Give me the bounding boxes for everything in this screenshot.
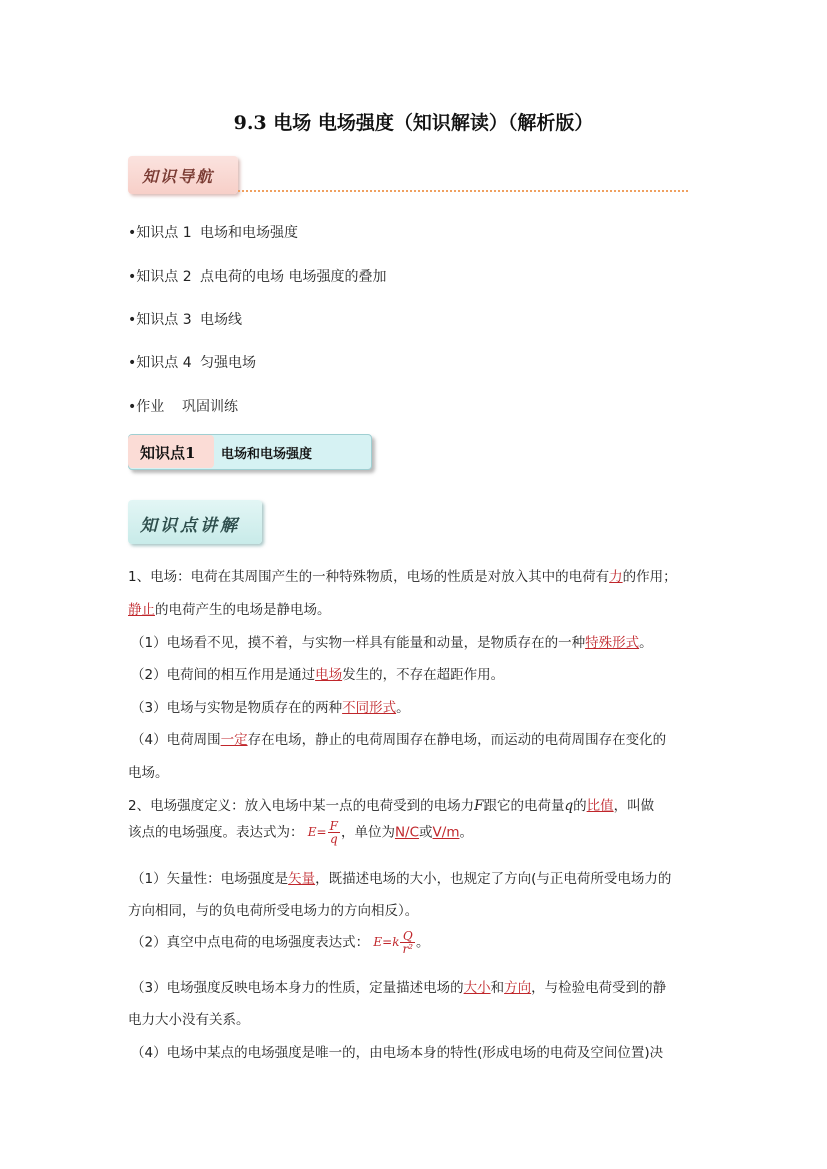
paragraph-2-2: （2）真空中点电荷的电场强度表达式： E=k $\frac{Q}{\text{r²}}$ 。: [131, 929, 430, 956]
dotted-divider: [238, 190, 688, 192]
knowledge-point-title: 电场和电场强度: [221, 447, 313, 462]
nav-item-2: •知识点 2 点电荷的电场 电场强度的叠加: [128, 269, 387, 285]
point-charge-formula: E=k $\frac{Q}{\text{r²}}$: [373, 929, 414, 956]
paragraph-1-2: （2）电荷间的相互作用是通过电场发生的，不存在超距作用。: [131, 667, 505, 683]
nav-item-homework: •作业 巩固训练: [128, 399, 238, 415]
paragraph-2-1: （1）矢量性：电场强度是矢量，既描述电场的大小，也规定了方向(与正电荷所受电场力的: [131, 871, 672, 887]
paragraph-2-4: （4）电场中某点的电场强度是唯一的，由电场本身的特性(形成电场的电荷及空间位置)决: [131, 1045, 664, 1061]
nav-item-3: •知识点 3 电场线: [128, 312, 242, 328]
paragraph-2-1-cont: 方向相同，与的负电荷所受电场力的方向相反）。: [128, 903, 419, 919]
nav-item-1: •知识点 1 电场和电场强度: [128, 225, 298, 241]
knowledge-explanation-banner: [128, 500, 262, 544]
paragraph-2-cont: 该点的电场强度。表达式为： E= $\frac{F}{q}$ ，单位为N/C或V/m。: [128, 819, 473, 846]
paragraph-1-1: （1）电场看不见，摸不着，与实物一样具有能量和动量，是物质存在的一种特殊形式。: [131, 635, 653, 651]
paragraph-2-3: （3）电场强度反映电场本身力的性质，定量描述电场的大小和方向，与检验电荷受到的静: [131, 980, 667, 996]
banner-label: 知识导航: [142, 167, 215, 186]
paragraph-1-cont: 静止的电荷产生的电场是静电场。: [128, 602, 331, 618]
knowledge-navigation-banner: [128, 156, 238, 194]
knowledge-point-tag: 知识点1: [128, 435, 214, 468]
paragraph-2-3-cont: 电力大小没有关系。: [128, 1012, 250, 1028]
paragraph-2: 2、电场强度定义：放入电场中某一点的电荷受到的电场力F跟它的电荷量q的比值，叫做: [128, 798, 655, 814]
banner-label: 知识点讲解: [140, 516, 240, 536]
paragraph-1: 1、电场：电荷在其周围产生的一种特殊物质，电场的性质是对放入其中的电荷有力的作用；: [128, 569, 677, 585]
nav-item-4: •知识点 4 匀强电场: [128, 355, 256, 371]
field-strength-formula: E= $\frac{F}{q}$: [307, 819, 338, 846]
paragraph-1-4: （4）电荷周围一定存在电场，静止的电荷周围存在静电场，而运动的电荷周围存在变化的: [131, 732, 667, 748]
page-title: 9.3 电场 电场强度（知识解读）（解析版）: [233, 112, 594, 134]
paragraph-1-3: （3）电场与实物是物质存在的两种不同形式。: [131, 700, 410, 716]
paragraph-1-4-cont: 电场。: [128, 765, 169, 781]
